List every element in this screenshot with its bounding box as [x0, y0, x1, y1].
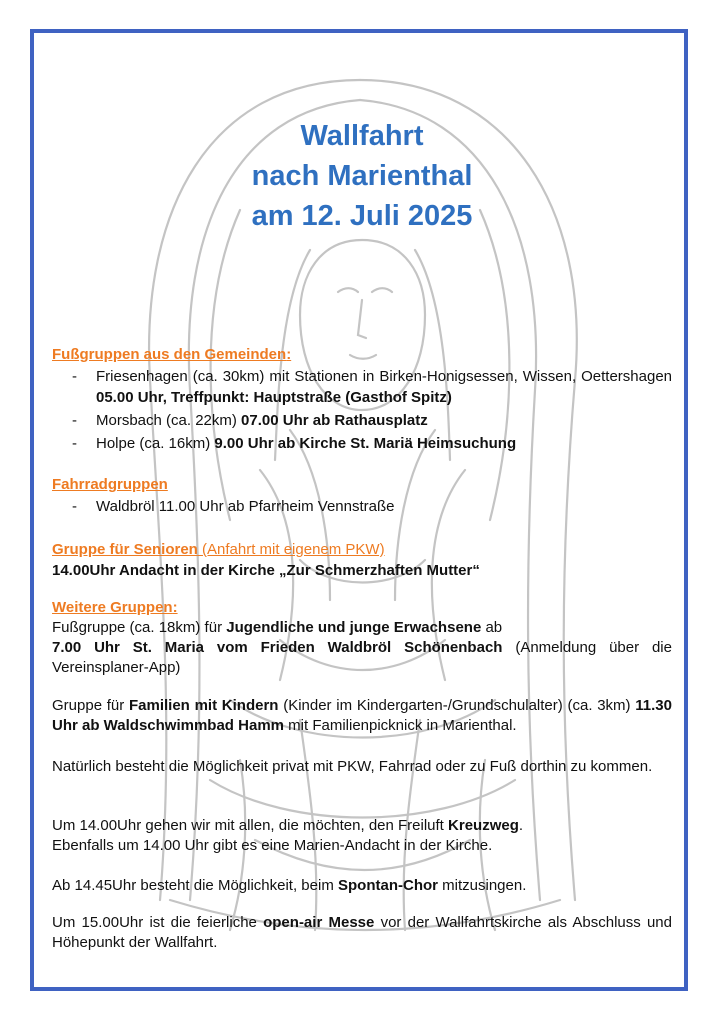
paragraph-privat: Natürlich besteht die Möglichkeit privat mit PKW, Fahrrad oder zu Fuß dorthin zu kommen. — [52, 758, 653, 775]
fussgruppen-heading: Fußgruppen aus den Gemeinden: — [52, 346, 292, 363]
list-item: - Waldbröl 11.00 Uhr ab Pfarrheim Vennstraße — [72, 498, 395, 515]
list-item: - Friesenhagen (ca. 30km) mit Stationen in Birken-Honigsessen, Wissen, Oettershagen 05.00 Uhr, Treffpunkt: Hauptstraße (Gasthof Spitz) — [72, 368, 672, 406]
paragraph-jugend: Fußgruppe (ca. 18km) für Jugendliche und junge Erwachsene ab 7.00 Uhr St. Maria vom Frieden Waldbröl Schönenbach (Anmeldung über die Vereinsplaner-App) — [52, 619, 672, 676]
fahrrad-heading: Fahrradgruppen — [52, 476, 168, 493]
senioren-line: 14.00Uhr Andacht in der Kirche „Zur Schmerzhaften Mutter“ — [52, 562, 480, 579]
paragraph-chor: Ab 14.45Uhr besteht die Möglichkeit, beim Spontan-Chor mitzusingen. — [52, 877, 527, 894]
list-item: - Holpe (ca. 16km) 9.00 Uhr ab Kirche St. Mariä Heimsuchung — [72, 435, 517, 452]
page-title-line-2: nach Marienthal — [251, 160, 473, 192]
senioren-heading: Gruppe für Senioren (Anfahrt mit eigenem PKW) — [52, 541, 385, 558]
paragraph-familien: Gruppe für Familien mit Kindern (Kinder im Kindergarten-/Grundschulalter) (ca. 3km) 11.30 Uhr ab Waldschwimmbad Hamm mit Familienpicknick in Marienthal. — [52, 697, 672, 734]
paragraph-messe: Um 15.00Uhr ist die feierliche open-air Messe vor der Wallfahrtskirche als Abschluss und Höhepunkt der Wallfahrt. — [52, 914, 672, 951]
paragraph-kreuzweg: Um 14.00Uhr gehen wir mit allen, die möchten, den Freiluft Kreuzweg. Ebenfalls um 14.00 Uhr gibt es eine Marien-Andacht in der Kirche. — [52, 817, 524, 854]
list-item: - Morsbach (ca. 22km) 07.00 Uhr ab Rathausplatz — [72, 412, 428, 429]
page-title-line-3: am 12. Juli 2025 — [251, 200, 473, 232]
weitere-heading: Weitere Gruppen: — [52, 599, 178, 616]
senioren-note: (Anfahrt mit eigenem PKW) — [202, 541, 385, 558]
page-title-line-1: Wallfahrt — [300, 120, 424, 152]
